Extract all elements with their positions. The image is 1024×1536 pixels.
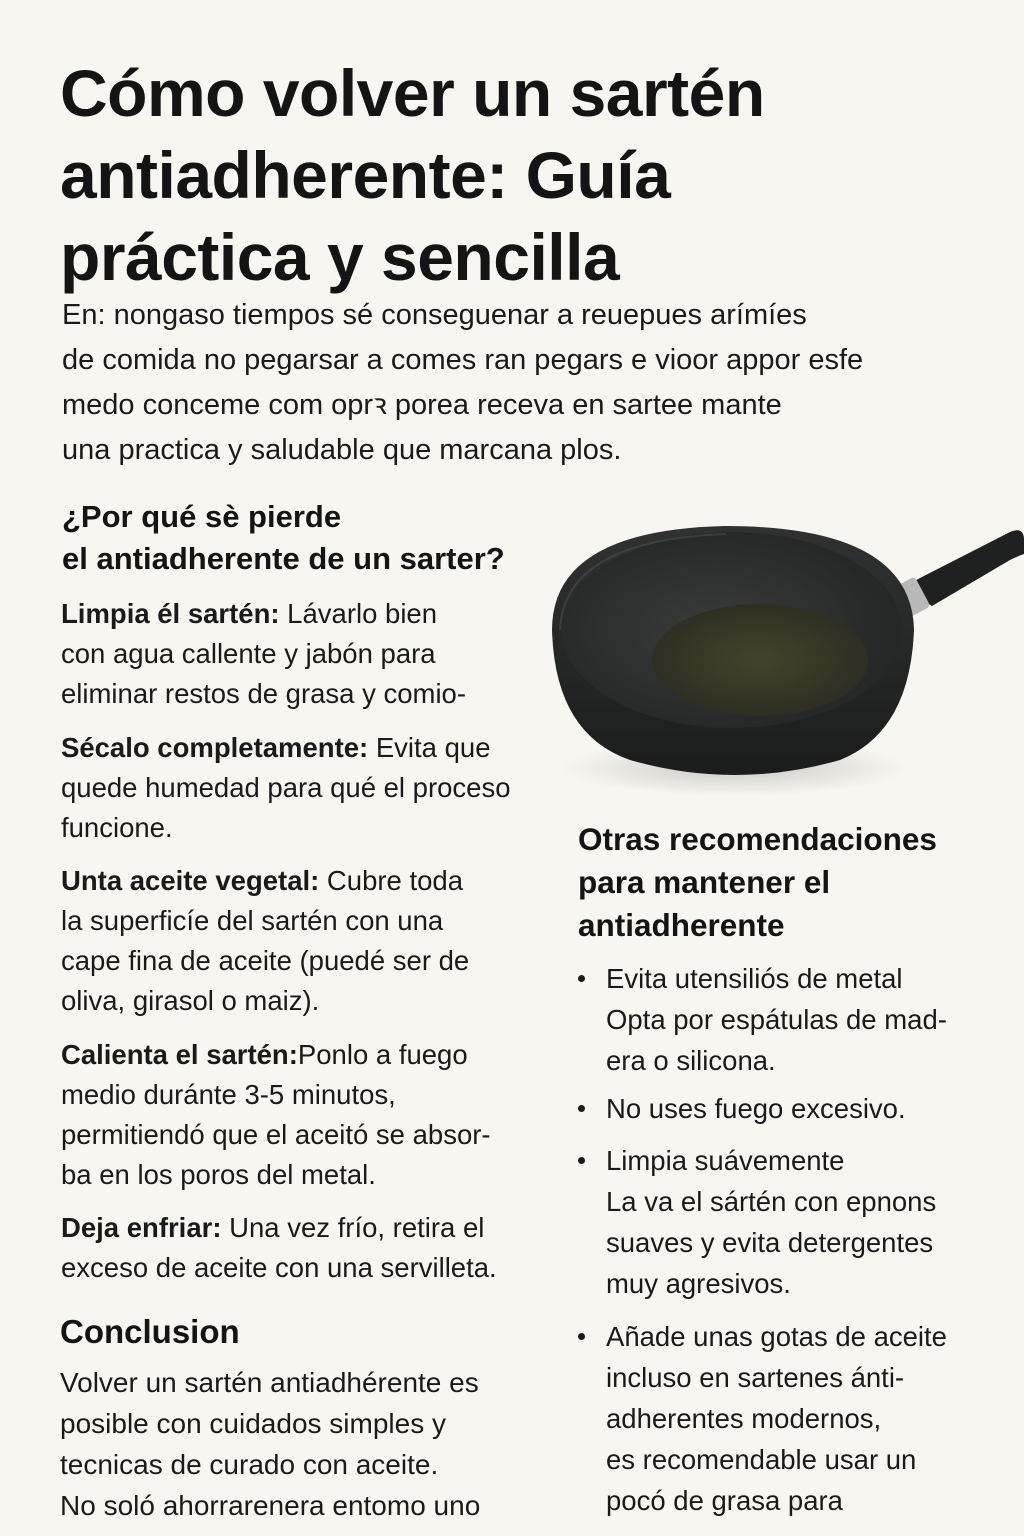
step-label: Limpia él sartén: bbox=[61, 598, 280, 629]
step-line: oliva, girasol o maiz). bbox=[61, 985, 320, 1016]
bullet-icon bbox=[578, 1105, 585, 1112]
frying-pan-icon bbox=[540, 510, 1024, 810]
intro-line: una practica y saludable que marcana plos. bbox=[62, 434, 622, 466]
bullet-icon bbox=[578, 1157, 585, 1164]
step-line: Cubre toda bbox=[319, 865, 464, 896]
heading-line: antiadherente bbox=[578, 907, 785, 943]
step-line: medio duránte 3-5 minutos, bbox=[61, 1079, 396, 1110]
step-line: exceso de aceite con una servilleta. bbox=[61, 1252, 497, 1283]
step-line: cape fina de aceite (puedé ser de bbox=[61, 945, 470, 976]
step-line: eliminar restos de grasa y comio- bbox=[61, 678, 467, 709]
step-label: Unta aceite vegetal: bbox=[61, 865, 320, 896]
heading-line: para mantener el bbox=[578, 864, 831, 900]
title-line: antiadherente: Guía bbox=[60, 138, 671, 212]
oil-puddle bbox=[652, 604, 868, 716]
title-line: práctica y sencilla bbox=[60, 220, 620, 294]
bullet-line: Evita utensiliós de metal bbox=[606, 963, 903, 994]
bullet-line: pocó de grasa para bbox=[606, 1485, 843, 1516]
step-oil bbox=[61, 861, 561, 1021]
bullet-line: La va el sártén con epnons bbox=[606, 1186, 937, 1217]
conclusion-line: No soló ahorrarenera entomo uno bbox=[60, 1490, 481, 1521]
step-line: funcione. bbox=[61, 812, 173, 843]
bullet-icon bbox=[578, 975, 585, 982]
bullet-icon bbox=[578, 1333, 585, 1340]
step-cool bbox=[61, 1208, 561, 1288]
step-line: quede humedad para qué el proceso bbox=[61, 772, 511, 803]
bullet-line: Limpia suávemente bbox=[606, 1145, 845, 1176]
step-line: Evita que bbox=[368, 732, 491, 763]
intro-line: medo conceme com oprꝛ porea receva en sartee mante bbox=[62, 389, 782, 421]
heading-line: Otras recomendaciones bbox=[578, 821, 937, 857]
conclusion-line: posible con cuidados simples y bbox=[60, 1408, 446, 1439]
step-label: Calienta el sartén: bbox=[61, 1039, 298, 1070]
conclusion-paragraph bbox=[60, 1362, 540, 1526]
step-label: Sécalo completamente: bbox=[61, 732, 369, 763]
recommendations-heading bbox=[578, 818, 1018, 947]
bullet-line: Opta por espátulas de mad- bbox=[606, 1004, 947, 1035]
conclusion-heading: Conclusion bbox=[60, 1313, 240, 1350]
title-line: Cómo volver un sartén bbox=[60, 56, 765, 130]
bullet-line: No uses fuego excesivo. bbox=[606, 1093, 906, 1124]
bullet-line: era o silicona. bbox=[606, 1045, 776, 1076]
step-line: Lávarlo bien bbox=[279, 598, 438, 629]
intro-paragraph bbox=[62, 293, 962, 473]
bullet-line: incluso en sartenes ánti- bbox=[606, 1362, 905, 1393]
intro-line: En: nongaso tiempos sé conseguenar a reuepues arímíes bbox=[62, 299, 807, 331]
step-line: con agua callente y jabón para bbox=[61, 638, 436, 669]
why-heading bbox=[62, 496, 582, 580]
conclusion-line: Volver un sartén antiadhérente es bbox=[60, 1367, 479, 1398]
bullet-line: adherentes modernos, bbox=[606, 1403, 882, 1434]
step-heat bbox=[61, 1035, 561, 1195]
intro-line: de comida no pegarsar a comes ran pegars e vioor appor esfe bbox=[62, 344, 864, 376]
step-clean bbox=[61, 594, 561, 714]
bullet-line: Añade unas gotas de aceite bbox=[606, 1321, 947, 1352]
heading-line: ¿Por qué sè pierde bbox=[62, 499, 342, 534]
step-line: Ponlo a fuego bbox=[297, 1039, 468, 1070]
heading-line: el antiadherente de un sarter? bbox=[62, 541, 505, 576]
page-title bbox=[60, 52, 960, 298]
step-line: la superficíe del sartén con una bbox=[61, 905, 444, 936]
step-line: permitiendó que el aceitó se absor- bbox=[61, 1119, 491, 1150]
step-dry bbox=[61, 728, 561, 848]
conclusion-line: tecnicas de curado con aceite. bbox=[60, 1449, 439, 1480]
step-label: Deja enfriar: bbox=[61, 1212, 222, 1243]
bullet-line: suaves y evita detergentes bbox=[606, 1227, 934, 1258]
step-line: ba en los poros del metal. bbox=[61, 1159, 376, 1190]
bullet-line: es recomendable usar un bbox=[606, 1444, 917, 1475]
bullet-line: muy agresivos. bbox=[606, 1268, 791, 1299]
step-line: Una vez frío, retira el bbox=[221, 1212, 485, 1243]
